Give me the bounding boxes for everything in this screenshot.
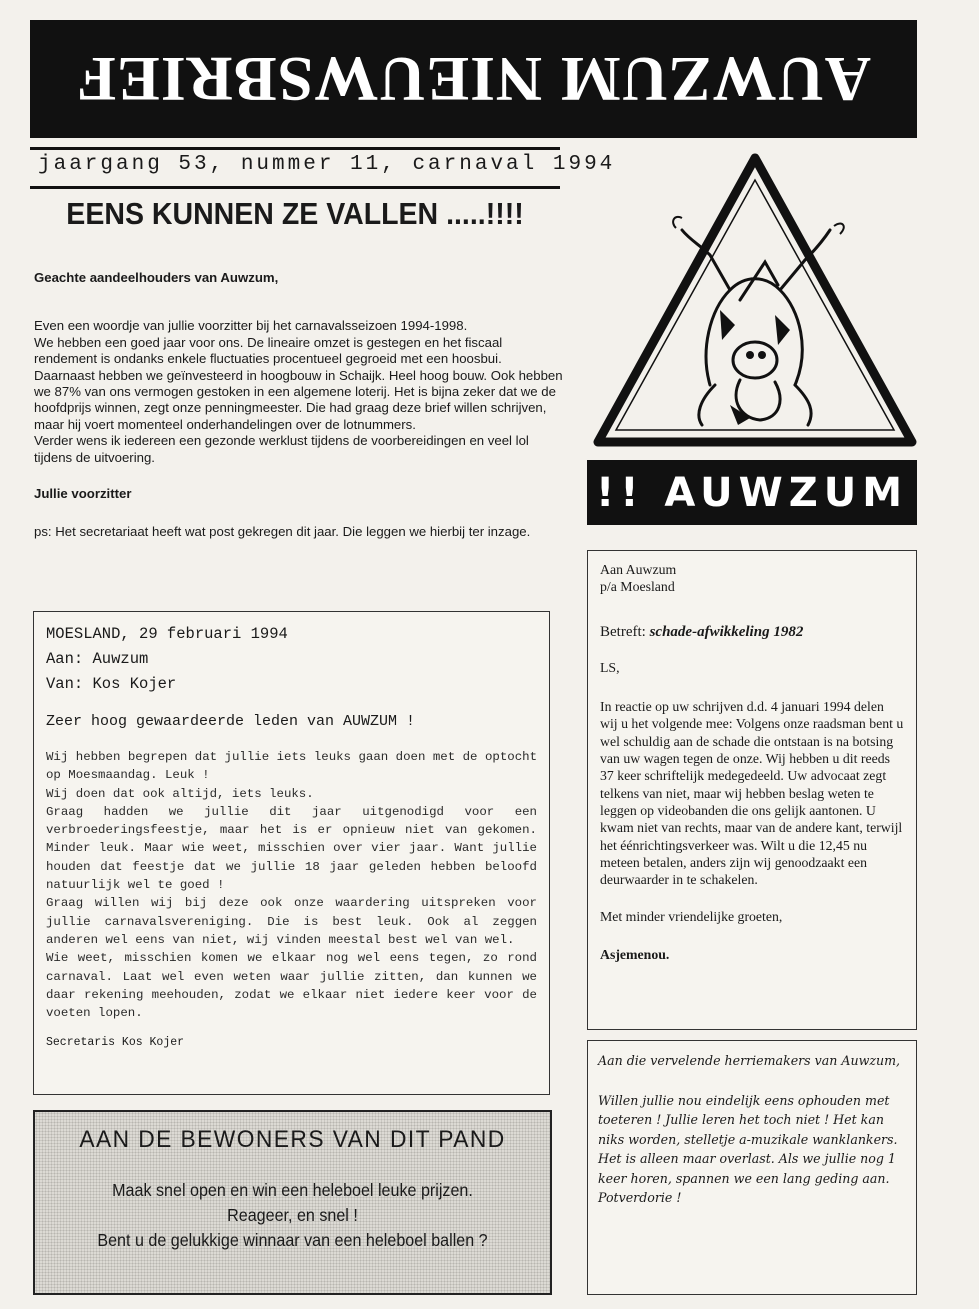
note-body: Willen jullie nou eindelijk eens ophouden met toeteren ! Jullie leren het toch niet ! Het kan niks worden, stelletje a-muzikale wanklankers. Het is alleen maar overlast. Als we jullie nog 1 keer horen, spannen we een lang geding aan. — [598, 1092, 898, 1186]
intro-paragraph: Verder wens ik iedereen een gezonde werklust tijdens de voorbereidingen en veel lol tijdens de uitvoering. — [34, 433, 529, 465]
letter-body: In reactie op uw schrijven d.d. 4 januari 1994 delen wij u het volgende mee: Volgens onze raadsman bent u wel schuldig aan de schade die ontstaan is na botsing van uw wagen tegen de onze. Wij hebben u dit reeds 37 keer schriftelijk medegedeeld. Uw advocaat zegt telkens van niet, maar wij hebben beslag weten te leggen op videobanden die ons gelijk aantonen. U kwam niet van rechts, maar van de andere kant, terwijl het éénrichtingsverkeer was. Wilt u die 12,45 nu meteen betalen, anders zijn wij genoodzaakt een deurwaarder in te schakelen. — [600, 699, 904, 888]
notice-box — [33, 1110, 552, 1295]
letter-header-line: Van: Kos Kojer — [46, 675, 177, 693]
logo-banner — [587, 460, 917, 525]
logo-banner-text: !! AUWZUM — [595, 469, 909, 516]
note-heading: Aan die vervelende herriemakers van Auwzum, — [598, 1053, 901, 1068]
letter-subject — [600, 624, 904, 641]
letter-signature: Asjemenou. — [600, 946, 670, 962]
divider — [30, 147, 560, 150]
schade-letter — [587, 550, 917, 1030]
letter-paragraph: Wie weet, misschien komen we elkaar nog wel eens tegen, zo rond carnaval. Laat wel even weten waar jullie zitten, dan kunnen we daar rekening meehouden, zodat we elkaar niet iedere keer voor de voeten lopen. — [46, 951, 537, 1021]
issue-line: jaargang 53, nummer 11, carnaval 1994 — [38, 153, 616, 176]
divider — [30, 186, 560, 189]
intro-letter — [34, 270, 564, 541]
intro-ps: ps: Het secretariaat heeft wat post gekregen dit jaar. Die leggen we hierbij ter inzage. — [34, 524, 531, 540]
notice-line: Maak snel open en win een heleboel leuke prijzen. — [112, 1180, 473, 1200]
intro-paragraph: Even een woordje van jullie voorzitter bij het carnavalsseizoen 1994-1998. — [34, 318, 468, 334]
letter-header-line: MOESLAND, 29 februari 1994 — [46, 625, 288, 643]
letter-header — [46, 622, 537, 697]
notice-line: Bent u de gelukkige winnaar van een heleboel ballen ? — [97, 1230, 488, 1250]
address-line: Aan Auwzum — [600, 562, 677, 577]
letter-header-line: Aan: Auwzum — [46, 650, 149, 668]
handwritten-note — [587, 1040, 917, 1295]
letter-address — [600, 561, 904, 596]
letter-salutation: LS, — [600, 659, 620, 675]
address-line: p/a Moesland — [600, 579, 675, 595]
notice-title: AAN DE BEWONERS VAN DIT PAND — [79, 1126, 506, 1153]
letter-paragraph: Wij doen dat ook altijd, iets leuks. — [46, 786, 314, 801]
letter-body — [46, 748, 537, 1022]
letter-paragraph: Wij hebben begrepen dat jullie iets leuks gaan doen met de optocht op Moesmaandag. Leuk ! — [46, 750, 537, 783]
moesland-letter — [33, 611, 550, 1095]
intro-signoff: Jullie voorzitter — [34, 486, 132, 502]
intro-paragraph: We hebben een goed jaar voor ons. De lineaire omzet is gestegen en het fiscaal rendement is ondanks enkele fluctuaties procentueel gegroeid met een hoosbui. — [34, 334, 503, 367]
notice-body — [56, 1178, 530, 1253]
letter-signature: Secretaris Kos Kojer — [46, 1036, 185, 1050]
letter-paragraph: Graag hadden we jullie dit jaar uitgenodigd voor een verbroederingsfeestje, maar het is er opnieuw niet van gekomen. Minder leuk. Maar wie weet, misschien over vier jaar. Want jullie houden dat feestje dat we jullie 18 jaar geleden hebben beloofd natuurlijk wel te goed ! — [46, 804, 537, 893]
subject-label: Betreft: — [600, 623, 646, 640]
subject-text: schade-afwikkeling 1982 — [649, 623, 804, 640]
letter-salutation: Zeer hoog gewaardeerde leden van AUWZUM ! — [46, 713, 416, 730]
letter-paragraph: Graag willen wij bij deze ook onze waardering uitspreken voor jullie carnavalsvereniging. Die is best leuk. Ook al zeggen anderen wel eens van niet, wij vinden meestal best wel van wel. — [46, 896, 537, 947]
intro-greeting: Geachte aandeelhouders van Auwzum, — [34, 270, 279, 285]
headline: EENS KUNNEN ZE VALLEN .....!!!! — [66, 196, 524, 231]
note-signoff: Potverdorie ! — [598, 1190, 682, 1205]
masthead — [30, 20, 917, 138]
letter-closing: Met minder vriendelijke groeten, — [600, 909, 783, 925]
intro-paragraph: Daarnaast hebben we geïnvesteerd in hoogbouw in Schaijk. Heel hoog bouw. Ook hebben we 87% van ons vermogen gestoken in een algemene loterij. Het is bijna zeker dat we de hoofdprijs winnen, zegt onze penningmeester. Die had graag deze brief willen schrijven, maar hij voert momenteel onderhandelingen over de lotnummers. — [34, 367, 563, 432]
notice-line: Reageer, en snel ! — [227, 1205, 358, 1225]
masthead-title: AUWZUM NIEUWSBRIEF — [76, 44, 871, 115]
